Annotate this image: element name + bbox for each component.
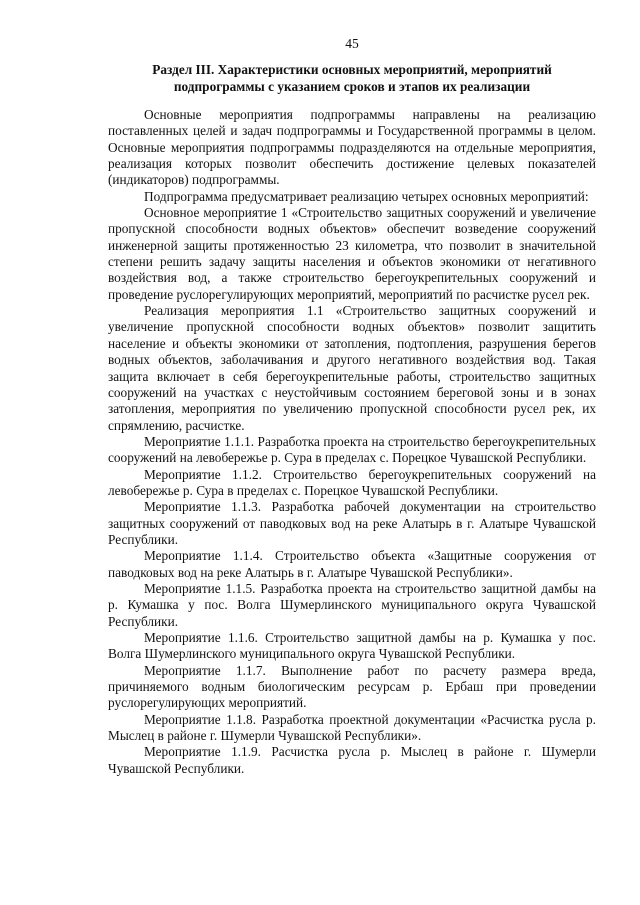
paragraph: Мероприятие 1.1.1. Разработка проекта на строительство берегоукрепительных сооружений на левобережье р. Сура в пределах с. Порецкое Чувашской Республики. — [108, 433, 596, 466]
paragraph: Мероприятие 1.1.6. Строительство защитной дамбы на р. Кумашка у пос. Волга Шумерлинского муниципального округа Чувашской Республики. — [108, 630, 596, 662]
paragraph: Мероприятие 1.1.3. Разработка рабочей документации на строительство защитных сооружений от паводковых вод на реке Алатырь в г. Алатыре Чувашской Республики. — [108, 499, 596, 547]
paragraph: Мероприятие 1.1.4. Строительство объекта «Защитные сооружения от паводковых вод на реке Алатырь в г. Алатыре Чувашской Республики». — [108, 548, 596, 580]
paragraph: Мероприятие 1.1.2. Строительство берегоукрепительных сооружений на левобережье р. Сура в пределах с. Порецкое Чувашской Республики. — [108, 466, 596, 498]
section-heading — [108, 61, 596, 95]
page-number: 45 — [345, 36, 359, 51]
paragraph: Мероприятие 1.1.8. Разработка проектной документации «Расчистка русла р. Мыслец в районе г. Шумерли Чувашской Республики». — [108, 711, 596, 744]
document-page — [108, 0, 596, 905]
paragraph: Мероприятие 1.1.7. Выполнение работ по расчету размера вреда, причиняемого водным биологическим ресурсам р. Ербаш при проведении руслорегулирующих мероприятий. — [108, 662, 596, 711]
paragraph: Подпрограмма предусматривает реализацию четырех основных мероприятий: — [144, 188, 589, 204]
paragraph: Реализация мероприятия 1.1 «Строительство защитных сооружений и увеличение пропускной способности водных объектов» позволит защитить население и объекты экономики от затопления, подтопления, разрушения берегов водных объектов, заболачивания и другого негативного воздействия вод. Такая защита включает в себя берегоукрепительные работы, строительство защитных сооружений на участках с неустойчивым состоянием береговой зоны и в зонах затопления, мероприятия по увеличению пропускной способности русел рек, их спрямлению, расчистке. — [108, 303, 596, 433]
section-heading-line-2: подпрограммы с указанием сроков и этапов их реализации — [173, 79, 531, 94]
paragraph: Основное мероприятие 1 «Строительство защитных сооружений и увеличение пропускной способности водных объектов» обеспечит возведение сооружений инженерной защиты протяженностью 23 километра, что позволит в значительной степени решить задачу защиты населения и объектов экономики от негативного воздействия вод, а также строительство берегоукрепительных сооружений и проведение руслорегулирующих мероприятий, мероприятий по расчистке русел рек. — [108, 205, 596, 302]
paragraph: Мероприятие 1.1.9. Расчистка русла р. Мыслец в районе г. Шумерли Чувашской Республики. — [108, 744, 596, 776]
section-heading-line-1: Раздел III. Характеристики основных мероприятий, мероприятий — [152, 62, 552, 77]
body-text — [108, 107, 596, 777]
paragraph: Основные мероприятия подпрограммы направлены на реализацию поставленных целей и задач подпрограммы и Государственной программы в целом. Основные мероприятия подпрограммы подразделяются на отдельные мероприятия, реализация которых позволит обеспечить достижение целевых показателей (индикаторов) подпрограммы. — [108, 107, 596, 188]
paragraph: Мероприятие 1.1.5. Разработка проекта на строительство защитной дамбы на р. Кумашка у пос. Волга Шумерлинского муниципального округа Чувашской Республики. — [108, 580, 596, 629]
